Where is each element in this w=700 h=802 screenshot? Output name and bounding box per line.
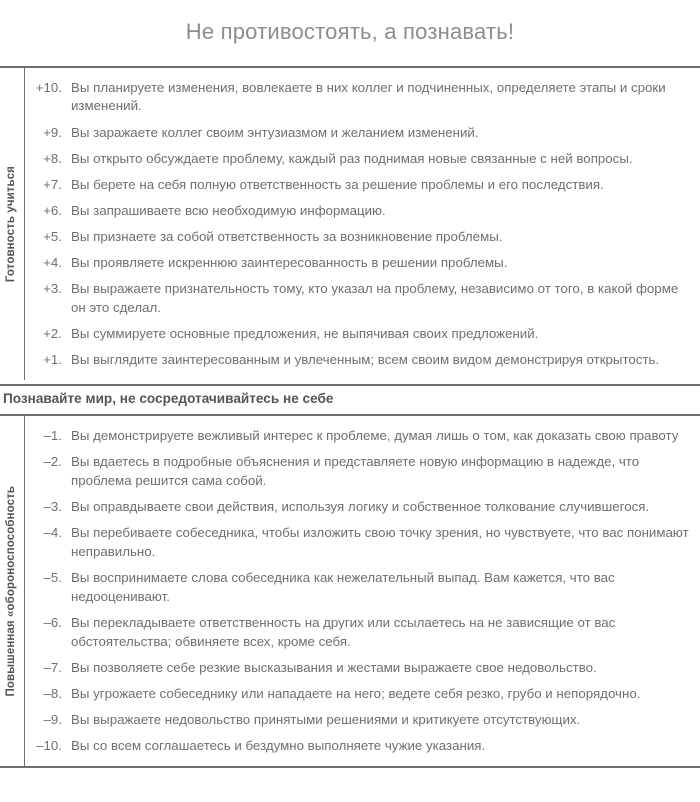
item-number: +6. xyxy=(43,202,62,218)
items-list-positive xyxy=(25,68,700,380)
page-root xyxy=(0,15,700,802)
bottom-divider xyxy=(0,766,700,768)
item-number: +5. xyxy=(43,228,62,244)
item-text: Вы заражаете коллег своим энтузиазмом и желанием изменений. xyxy=(71,124,479,140)
item-number: –7. xyxy=(43,659,62,675)
item-text: Вы выражаете признательность тому, кто указал на проблему, независимо от того, в какой форме он это сделал. xyxy=(71,280,679,315)
list-item xyxy=(25,224,696,250)
side-label-defensiveness: Повышенная «обороноспособность xyxy=(5,486,18,697)
item-number: –2. xyxy=(43,453,62,469)
item-number: –8. xyxy=(43,685,62,701)
side-label-cell-negative xyxy=(0,416,25,766)
item-number: +1. xyxy=(43,351,62,367)
section-defensiveness xyxy=(0,416,700,766)
list-item xyxy=(25,321,696,347)
side-label-cell-positive xyxy=(0,68,25,380)
item-number: –4. xyxy=(43,524,62,540)
list-item xyxy=(25,75,696,120)
item-text: Вы воспринимаете слова собеседника как нежелательный выпад. Вам кажется, что вас недооценивают. xyxy=(71,569,615,604)
item-number: +2. xyxy=(43,325,62,341)
items-list-negative xyxy=(25,416,700,766)
item-number: –10. xyxy=(36,737,62,753)
item-number: +9. xyxy=(43,124,62,140)
band-title: Познавайте мир, не сосредотачивайтесь не себе xyxy=(3,391,334,407)
list-item xyxy=(25,707,696,733)
item-text: Вы запрашиваете всю необходимую информацию. xyxy=(71,202,386,218)
item-number: –6. xyxy=(43,614,62,630)
side-label-readiness-to-learn: Готовность учиться xyxy=(5,166,18,283)
list-item xyxy=(25,347,696,373)
list-item xyxy=(25,120,696,146)
item-text: Вы планируете изменения, вовлекаете в них коллег и подчиненных, определяете этапы и сроки изменений. xyxy=(71,79,666,114)
item-number: +3. xyxy=(43,280,62,296)
item-text: Вы демонстрируете вежливый интерес к проблеме, думая лишь о том, как доказать свою правоту xyxy=(71,427,679,443)
item-text: Вы перебиваете собеседника, чтобы изложить свою точку зрения, но чувствуете, что вас понимают неправильно. xyxy=(71,524,689,559)
list-item xyxy=(25,449,696,494)
page-title: Не противостоять, а познавать! xyxy=(185,18,515,44)
list-item xyxy=(25,681,696,707)
item-number: +4. xyxy=(43,254,62,270)
section-readiness-to-learn xyxy=(0,68,700,380)
item-text: Вы оправдываете свои действия, используя логику и собственное толкование случившегося. xyxy=(71,498,650,514)
list-item xyxy=(25,610,696,655)
item-text: Вы угрожаете собеседнику или нападаете на него; ведете себя резко, грубо и непорядочно. xyxy=(71,685,641,701)
list-item xyxy=(25,276,696,321)
item-number: –1. xyxy=(43,427,62,443)
list-item xyxy=(25,172,696,198)
item-text: Вы открыто обсуждаете проблему, каждый раз поднимая новые связанные с ней вопросы. xyxy=(71,150,633,166)
list-item xyxy=(25,565,696,610)
item-number: +8. xyxy=(43,150,62,166)
list-item xyxy=(25,146,696,172)
item-text: Вы признаете за собой ответственность за возникновение проблемы. xyxy=(71,228,503,244)
item-number: –5. xyxy=(43,569,62,585)
list-item xyxy=(25,733,696,759)
item-text: Вы выглядите заинтересованным и увлеченным; всем своим видом демонстрируя открытость. xyxy=(71,351,660,367)
list-item xyxy=(25,250,696,276)
list-item xyxy=(25,520,696,565)
list-item xyxy=(25,423,696,449)
item-number: +7. xyxy=(43,176,62,192)
item-text: Вы проявляете искреннюю заинтересованность в решении проблемы. xyxy=(71,254,508,270)
item-text: Вы перекладываете ответственность на других или ссылаетесь на не зависящие от вас обстоятельства; обвиняете всех, кроме себя. xyxy=(71,614,616,649)
item-number: +10. xyxy=(35,79,62,95)
item-text: Вы со всем соглашаетесь и бездумно выполняете чужие указания. xyxy=(71,737,486,753)
item-text: Вы выражаете недовольство принятыми решениями и критикуете отсутствующих. xyxy=(71,711,581,727)
item-text: Вы вдаетесь в подробные объяснения и представляете новую информацию в надежде, что проблема решится сама собой. xyxy=(71,453,640,488)
item-text: Вы берете на себя полную ответственность за решение проблемы и его последствия. xyxy=(71,176,604,192)
band-header xyxy=(0,384,700,416)
list-item xyxy=(25,655,696,681)
list-item xyxy=(25,494,696,520)
list-item xyxy=(25,198,696,224)
item-number: –9. xyxy=(43,711,62,727)
item-number: –3. xyxy=(43,498,62,514)
item-text: Вы суммируете основные предложения, не выпячивая своих предложений. xyxy=(71,325,539,341)
item-text: Вы позволяете себе резкие высказывания и жестами выражаете свое недовольство. xyxy=(71,659,597,675)
